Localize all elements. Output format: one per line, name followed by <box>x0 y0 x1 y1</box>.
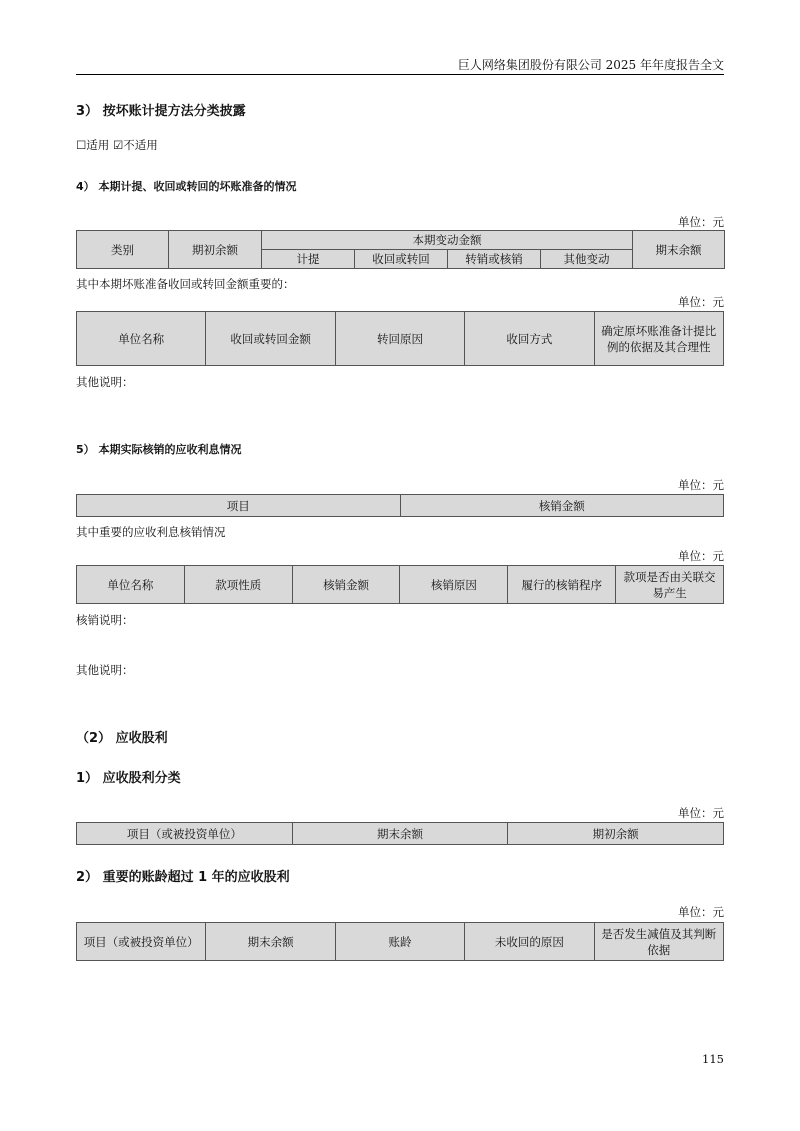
applicability-checkboxes: ☐适用 ☑不适用 <box>76 138 158 152</box>
col-nature: 款项性质 <box>184 566 292 604</box>
col-writeoff: 转销或核销 <box>448 250 541 269</box>
col-closing-balance: 期末余额 <box>206 923 335 961</box>
unit-label: 单位：元 <box>678 215 724 229</box>
col-group-current-change: 本期变动金额 <box>262 231 633 250</box>
col-impairment: 是否发生减值及其判断依据 <box>594 923 723 961</box>
col-investee: 项目（或被投资单位） <box>77 923 206 961</box>
col-basis: 确定原坏账准备计提比例的依据及其合理性 <box>594 312 723 366</box>
col-accrual: 计提 <box>262 250 355 269</box>
col-other-change: 其他变动 <box>541 250 633 269</box>
other-note: 其他说明： <box>76 663 134 677</box>
section-4-heading: 4） 本期计提、收回或转回的坏账准备的情况 <box>76 180 297 193</box>
recovery-table <box>76 311 724 366</box>
col-reversal-reason: 转回原因 <box>335 312 464 366</box>
dividend-classification-heading: 1） 应收股利分类 <box>76 771 181 786</box>
interest-writeoff-table <box>76 494 724 517</box>
recovery-note: 其中本期坏账准备收回或转回金额重要的： <box>76 277 295 291</box>
unit-label: 单位：元 <box>678 905 724 919</box>
dividends-heading: （2） 应收股利 <box>76 731 168 746</box>
unit-label: 单位：元 <box>678 478 724 492</box>
col-writeoff-amount: 核销金额 <box>400 495 724 517</box>
col-unrecovered-reason: 未收回的原因 <box>465 923 594 961</box>
col-related-party: 款项是否由关联交易产生 <box>616 566 724 604</box>
aged-dividend-table <box>76 922 724 961</box>
col-aging: 账龄 <box>335 923 464 961</box>
dividend-classification-table <box>76 822 724 845</box>
unit-label: 单位：元 <box>678 549 724 563</box>
col-opening-balance: 期初余额 <box>508 823 724 845</box>
writeoff-note: 核销说明： <box>76 613 134 627</box>
col-closing-balance: 期末余额 <box>633 231 725 269</box>
section-3-heading: 3） 按坏账计提方法分类披露 <box>76 104 246 119</box>
col-recovered-amount: 收回或转回金额 <box>206 312 335 366</box>
other-note: 其他说明： <box>76 375 134 389</box>
important-writeoff-table <box>76 565 724 604</box>
page-number: 115 <box>702 1052 724 1066</box>
unit-label: 单位：元 <box>678 295 724 309</box>
col-entity-name: 单位名称 <box>77 312 206 366</box>
unit-label: 单位：元 <box>678 806 724 820</box>
page-header: 巨人网络集团股份有限公司 2025 年年度报告全文 <box>76 56 724 75</box>
col-procedure: 履行的核销程序 <box>508 566 616 604</box>
aged-dividend-heading: 2） 重要的账龄超过 1 年的应收股利 <box>76 870 290 885</box>
col-entity-name: 单位名称 <box>77 566 185 604</box>
col-recovered: 收回或转回 <box>355 250 448 269</box>
col-writeoff-amount: 核销金额 <box>292 566 400 604</box>
col-recovery-method: 收回方式 <box>465 312 594 366</box>
col-item: 项目 <box>77 495 401 517</box>
col-writeoff-reason: 核销原因 <box>400 566 508 604</box>
col-category: 类别 <box>77 231 169 269</box>
col-investee: 项目（或被投资单位） <box>77 823 293 845</box>
col-closing-balance: 期末余额 <box>292 823 508 845</box>
col-opening-balance: 期初余额 <box>169 231 262 269</box>
important-writeoff-note: 其中重要的应收利息核销情况 <box>76 525 226 539</box>
bad-debt-provision-table <box>76 230 725 269</box>
section-5-heading: 5） 本期实际核销的应收利息情况 <box>76 443 242 456</box>
